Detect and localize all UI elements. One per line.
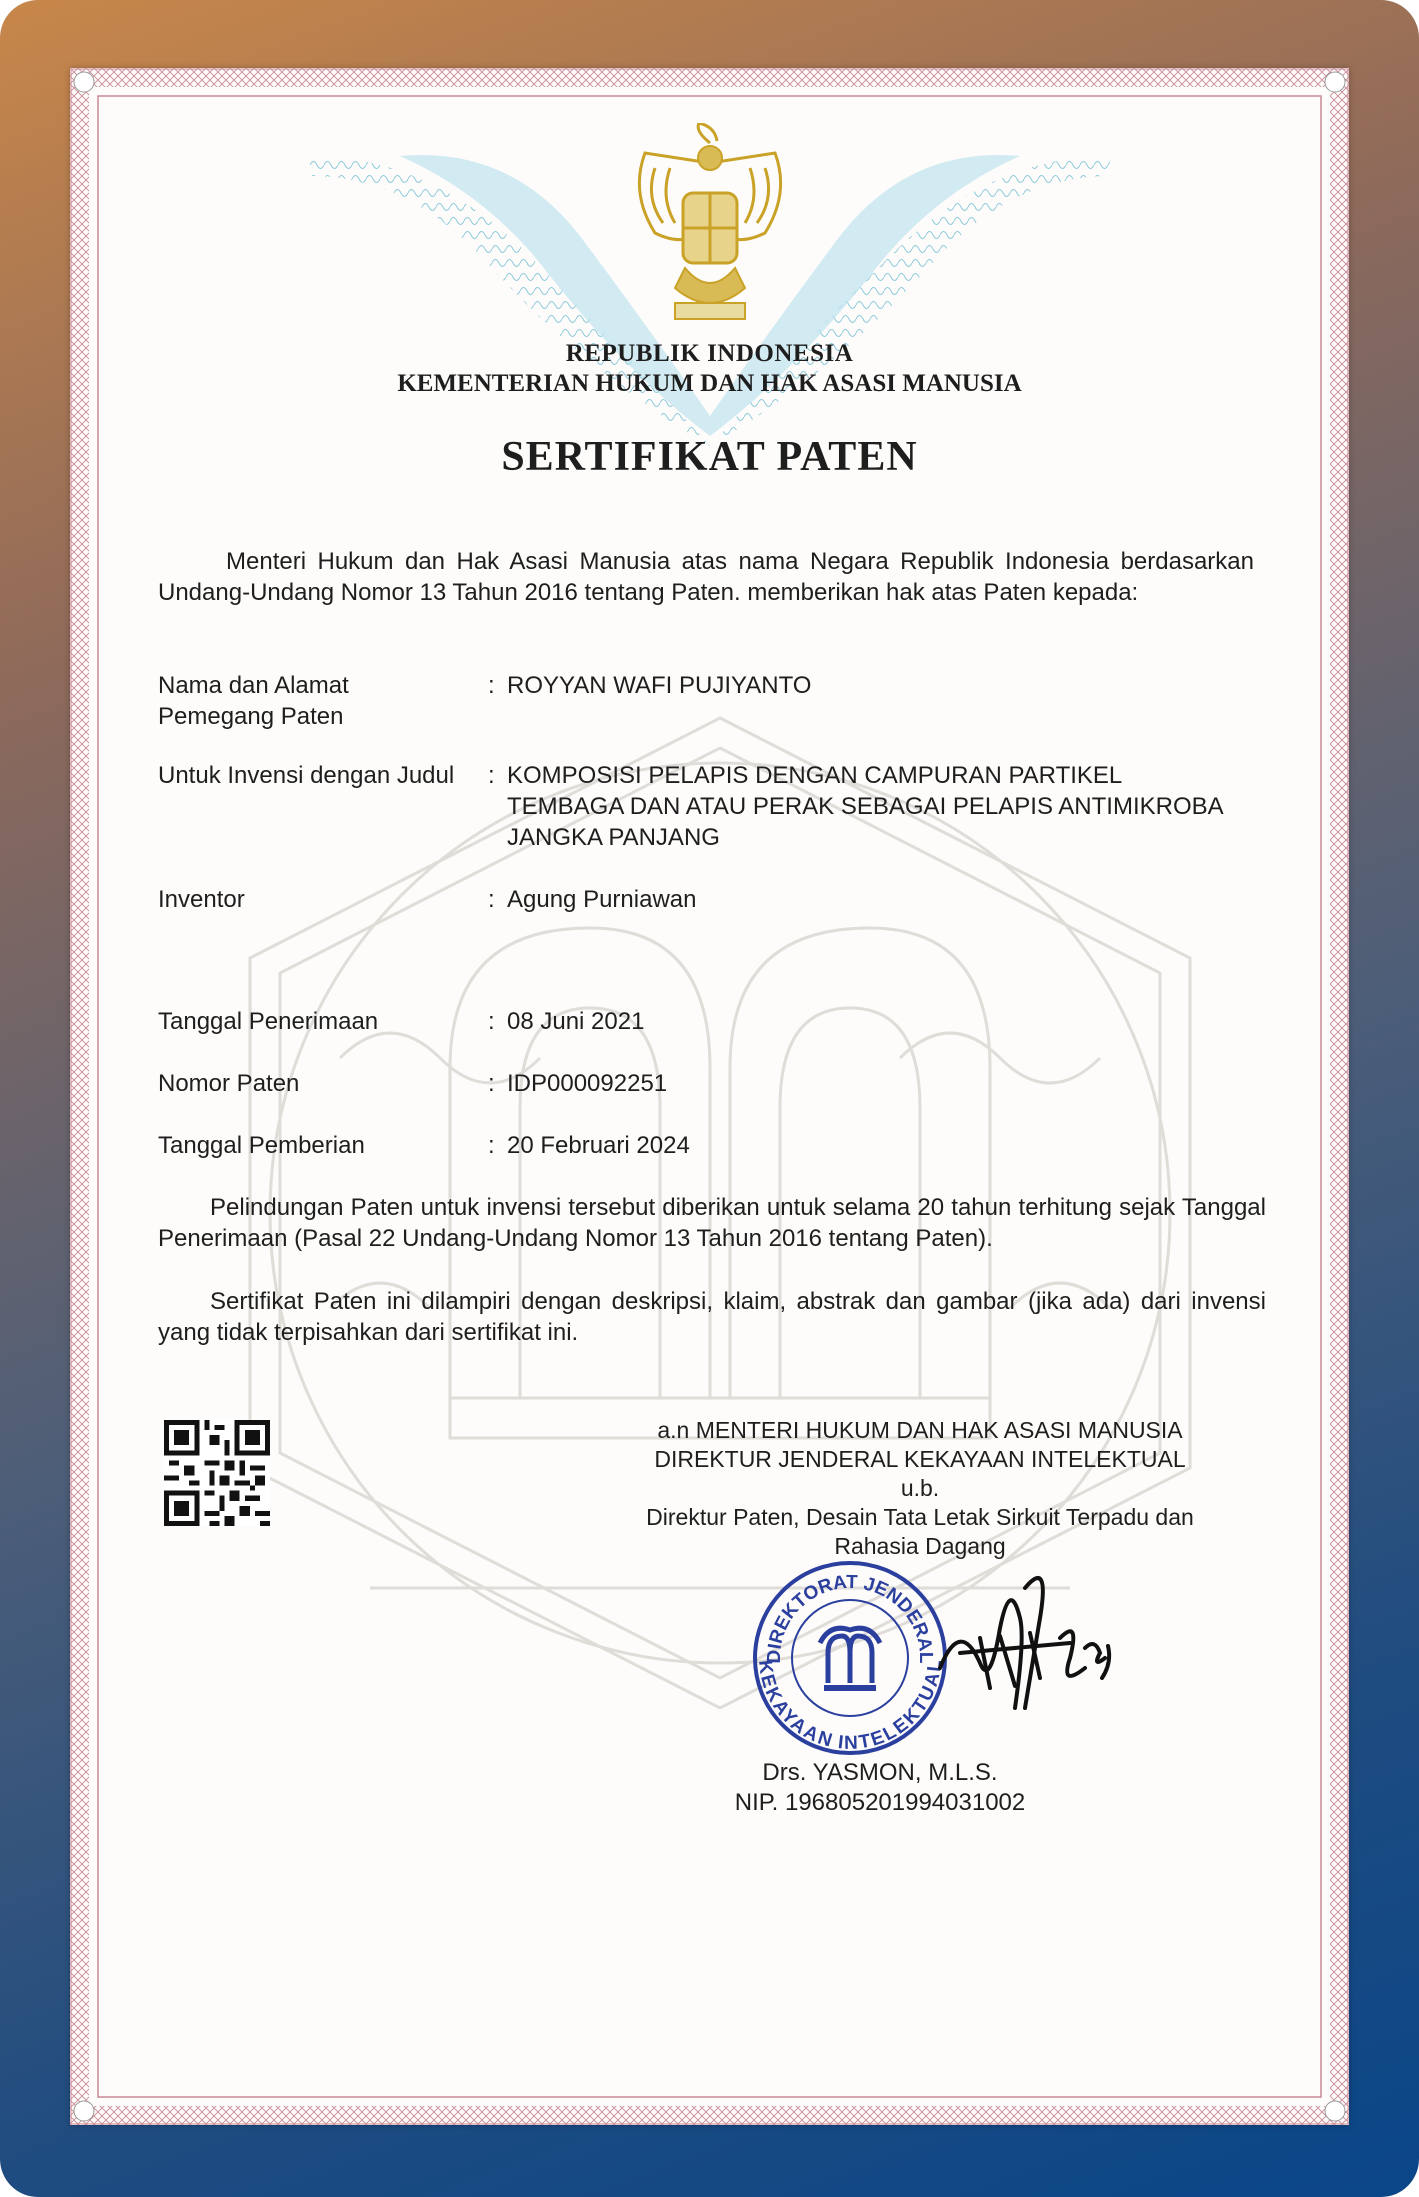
received-value: 08 Juni 2021 [507,1008,645,1035]
svg-text:KEKAYAAN INTELEKTUAL: KEKAYAAN INTELEKTUAL [754,1659,946,1754]
garuda-emblem [615,123,805,328]
signatory-line-1: a.n MENTERI HUKUM DAN HAK ASASI MANUSIA [657,1417,1183,1443]
stamp-top-text: DIREKTORAT JENDERAL [763,1571,937,1664]
qr-code [164,1420,270,1526]
inventor-value: Agung Purniawan [507,886,697,913]
attachment-paragraph: Sertifikat Paten ini dilampiri dengan deskripsi, klaim, abstrak dan gambar (jika ada) dari invensi yang tidak terpisahkan dari sertifikat ini. [158,1288,1266,1346]
holder-value: ROYYAN WAFI PUJIYANTO [507,672,812,699]
signatory-line-5: Rahasia Dagang [834,1533,1006,1559]
header-ministry: KEMENTERIAN HUKUM DAN HAK ASASI MANUSIA [397,370,1022,397]
certificate-paper [70,68,1349,2125]
invention-label: Untuk Invensi dengan Judul [158,762,455,789]
signatory-line-4: Direktur Paten, Desain Tata Letak Sirkuit Terpadu dan [646,1504,1194,1530]
signatory-nip: NIP. 196805201994031002 [734,1789,1026,1816]
received-label: Tanggal Penerimaan [158,1008,379,1035]
header-republic: REPUBLIK INDONESIA [565,340,854,367]
invention-value: KOMPOSISI PELAPIS DENGAN CAMPURAN PARTIKEL TEMBAGA DAN ATAU PERAK SEBAGAI PELAPIS ANTIMIKROBA JANGKA PANJANG [507,762,1223,851]
invention-colon: : [488,762,495,789]
granted-value: 20 Februari 2024 [507,1132,690,1159]
signatory-name: Drs. YASMON, M.L.S. [762,1759,998,1786]
handwritten-signature [920,1558,1120,1718]
patent-number-colon: : [488,1070,495,1097]
patent-number-value: IDP000092251 [507,1070,668,1097]
inventor-colon: : [488,886,495,913]
protection-paragraph: Pelindungan Paten untuk invensi tersebut diberikan untuk selama 20 tahun terhitung sejak Tanggal Penerimaan (Pasal 22 Undang-Undang Nomor 13 Tahun 2016 tentang Paten). [158,1194,1266,1252]
granted-label: Tanggal Pemberian [158,1132,365,1159]
intro-paragraph: Menteri Hukum dan Hak Asasi Manusia atas nama Negara Republik Indonesia berdasarkan Undang-Undang Nomor 13 Tahun 2016 tentang Paten. memberikan hak atas Paten kepada: [158,548,1254,606]
holder-colon: : [488,672,495,699]
signatory-line-2: DIREKTUR JENDERAL KEKAYAAN INTELEKTUAL [654,1446,1186,1472]
inventor-label: Inventor [158,886,245,913]
certificate-title: SERTIFIKAT PATEN [501,434,918,480]
patent-number-label: Nomor Paten [158,1070,300,1097]
signatory-line-3: u.b. [900,1475,940,1501]
received-colon: : [488,1008,495,1035]
granted-colon: : [488,1132,495,1159]
holder-label: Nama dan Alamat Pemegang Paten [158,672,349,730]
